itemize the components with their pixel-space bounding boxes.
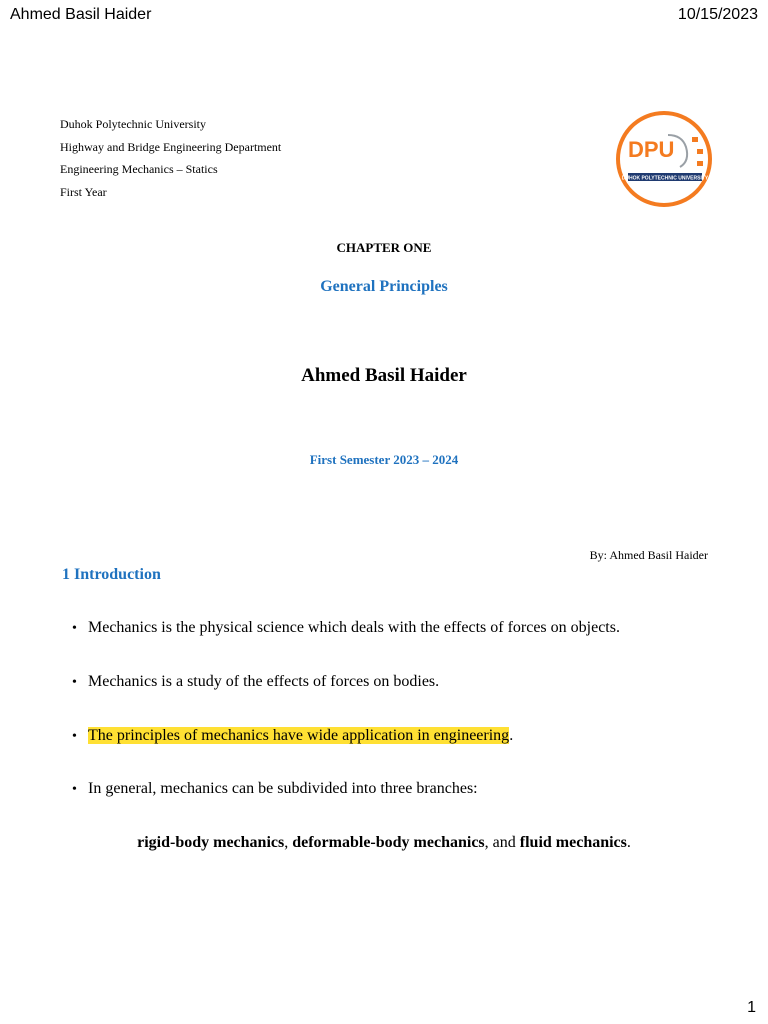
- branch-deformable: deformable-body mechanics: [292, 834, 485, 851]
- page-number: 1: [747, 999, 756, 1016]
- chapter-heading: CHAPTER ONE: [336, 240, 432, 255]
- section-title: 1 Introduction: [62, 566, 161, 583]
- institution-line: Duhok Polytechnic University: [60, 117, 206, 131]
- institution-line: First Year: [60, 185, 107, 199]
- bullet-period: .: [509, 727, 514, 744]
- author-name: Ahmed Basil Haider: [301, 365, 467, 386]
- institution-line: Highway and Bridge Engineering Department: [60, 140, 282, 154]
- bullet-text: In general, mechanics can be subdivided into three branches:: [88, 780, 478, 797]
- branch-end: .: [626, 834, 631, 851]
- bullet-marker: •: [72, 729, 77, 744]
- semester-label: First Semester 2023 – 2024: [309, 452, 459, 467]
- logo-initials: DPU: [628, 137, 675, 162]
- bullet-item: [72, 780, 478, 798]
- bullet-item: [72, 673, 439, 691]
- bullet-text: Mechanics is a study of the effects of forces on bodies.: [88, 673, 440, 690]
- bullet-marker: •: [72, 675, 77, 690]
- branch-separator: , and: [484, 834, 520, 851]
- branches-line: [0, 834, 768, 852]
- bullet-marker: •: [72, 782, 77, 797]
- bullet-item: [72, 619, 620, 637]
- branch-separator: ,: [284, 834, 293, 851]
- logo-text: DUHOK POLYTECHNIC UNIVERSITY: [621, 175, 709, 182]
- byline: By: Ahmed Basil Haider: [589, 548, 708, 562]
- university-logo: [614, 109, 714, 209]
- header-date: 10/15/2023: [677, 6, 758, 23]
- branch-rigid: rigid-body mechanics: [137, 834, 285, 851]
- institution-line: Engineering Mechanics – Statics: [60, 162, 218, 176]
- highlighted-text: The principles of mechanics have wide application in engineering: [88, 727, 510, 744]
- header-author: Ahmed Basil Haider: [10, 6, 152, 23]
- bullet-text: Mechanics is the physical science which deals with the effects of forces on objects.: [88, 619, 620, 636]
- bullet-marker: •: [72, 621, 77, 636]
- chapter-subtitle: General Principles: [320, 278, 448, 295]
- branch-fluid: fluid mechanics: [519, 834, 627, 851]
- bullet-item: [72, 727, 513, 745]
